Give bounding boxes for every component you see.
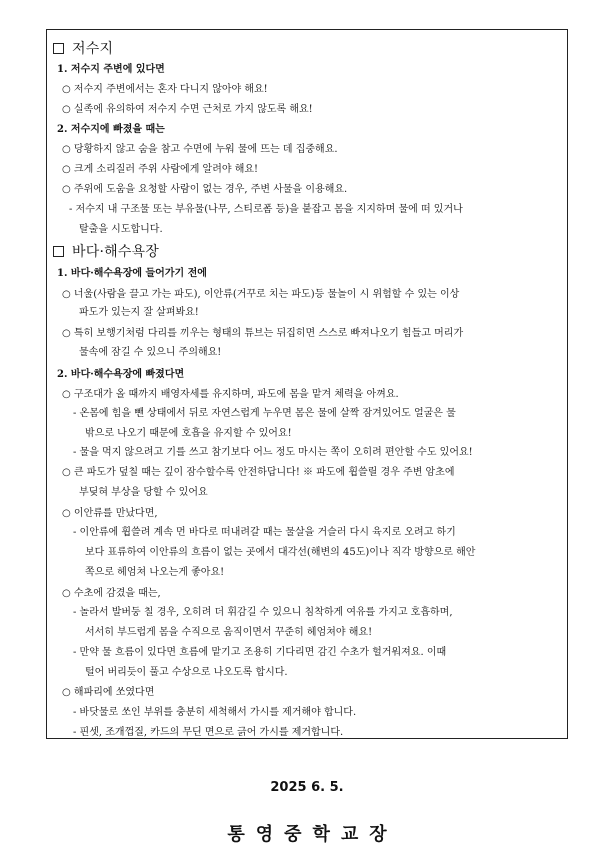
dash-item-continuation: 털어 버리듯이 풀고 수상으로 나오도록 합시다. (85, 667, 288, 678)
bullet-item: ○ 주위에 도움을 요청할 사람이 없는 경우, 주변 사물을 이용해요. (62, 184, 348, 195)
bullet-item: ○ 구조대가 올 때까지 배영자세를 유지하며, 파도에 몸을 맡겨 체력을 아껴요. (62, 389, 399, 400)
checkbox-square-icon (53, 246, 64, 257)
bullet-item-continuation: 물속에 잠길 수 있으니 주의해요! (79, 347, 222, 358)
bullet-item: ○ 이안류를 만났다면, (62, 508, 158, 519)
bullet-item: ○ 특히 보행기처럼 다리를 끼우는 형태의 튜브는 뒤집히면 스스로 빠져나오기 힘들고 머리가 (62, 328, 464, 339)
dash-item-continuation: 서서히 부드럽게 몸을 수직으로 움직이면서 꾸준히 헤엄쳐야 해요! (85, 627, 373, 638)
heading: 1. 바다·해수욕장에 들어가기 전에 (57, 268, 207, 279)
heading: 2. 바다·해수욕장에 빠졌다면 (57, 369, 185, 380)
section-title-reservoir: 저수지 (53, 38, 113, 58)
notice-box (46, 29, 568, 739)
dash-item-continuation: 탈출을 시도합니다. (79, 224, 163, 235)
dash-item: - 만약 물 흐름이 있다면 흐름에 맡기고 조용히 기다리면 감긴 수초가 헐거워져요. 이때 (73, 647, 447, 658)
bullet-item: ○ 저수지 주변에서는 혼자 다니지 않아야 해요! (62, 84, 268, 95)
dash-item-continuation: 보다 표류하여 이안류의 흐름이 없는 곳에서 대각선(해변의 45도)이나 직각 방향으로 해안 (85, 547, 476, 558)
bullet-item: ○ 당황하지 않고 숨을 참고 수면에 누워 물에 뜨는 데 집중해요. (62, 144, 338, 155)
school-principal-signature: 통영중학교장 (227, 824, 398, 845)
bullet-item-continuation: 부딪혀 부상을 당할 수 있어요 (79, 487, 208, 498)
bullet-item: ○ 크게 소리질러 주위 사람에게 알려야 해요! (62, 164, 259, 175)
dash-item-continuation: 밖으로 나오기 때문에 호흡을 유지할 수 있어요! (85, 428, 292, 439)
bullet-item: ○ 실족에 유의하여 저수지 수면 근처로 가지 않도록 해요! (62, 104, 313, 115)
dash-item: - 이안류에 휩쓸려 계속 먼 바다로 떠내려갈 때는 물살을 거슬러 다시 육지로 오려고 하기 (73, 527, 456, 538)
dash-item: - 온몸에 힘을 뺀 상태에서 뒤로 자연스럽게 누우면 몸은 물에 살짝 잠겨있어도 얼굴은 물 (73, 408, 456, 419)
bullet-item: ○ 큰 파도가 덮칠 때는 깊이 잠수할수록 안전하답니다! ※ 파도에 휩쓸릴 경우 주변 암초에 (62, 467, 455, 478)
bullet-item: ○ 해파리에 쏘였다면 (62, 687, 155, 698)
dash-item: - 저수지 내 구조물 또는 부유물(나무, 스티로폼 등)을 붙잡고 몸을 지지하며 물에 떠 있거나 (69, 204, 463, 215)
dash-item: - 핀셋, 조개껍질, 카드의 무딘 면으로 긁어 가시를 제거합니다. (73, 727, 344, 738)
dash-item: - 바닷물로 쏘인 부위를 충분히 세척해서 가시를 제거해야 합니다. (73, 707, 357, 718)
dash-item: - 놀라서 발버둥 칠 경우, 오히려 더 휘감길 수 있으니 침착하게 여유를 가지고 호흡하며, (73, 607, 453, 618)
checkbox-square-icon (53, 43, 64, 54)
section-title-sea-beach: 바다·해수욕장 (53, 241, 159, 261)
dash-item: - 물을 먹지 않으려고 기를 쓰고 참기보다 어느 정도 마시는 쪽이 오히려 편안할 수도 있어요! (73, 447, 473, 458)
bullet-item-continuation: 파도가 있는지 잘 살펴봐요! (79, 307, 199, 318)
bullet-item: ○ 너울(사람을 끌고 가는 파도), 이안류(거꾸로 치는 파도)등 물놀이 시 위험할 수 있는 이상 (62, 289, 460, 300)
heading: 2. 저수지에 빠졌을 때는 (57, 124, 165, 135)
document-date: 2025 6. 5. (270, 780, 344, 795)
heading: 1. 저수지 주변에 있다면 (57, 64, 165, 75)
dash-item-continuation: 쪽으로 헤엄쳐 나오는게 좋아요! (85, 567, 225, 578)
bullet-item: ○ 수초에 감겼을 때는, (62, 588, 161, 599)
